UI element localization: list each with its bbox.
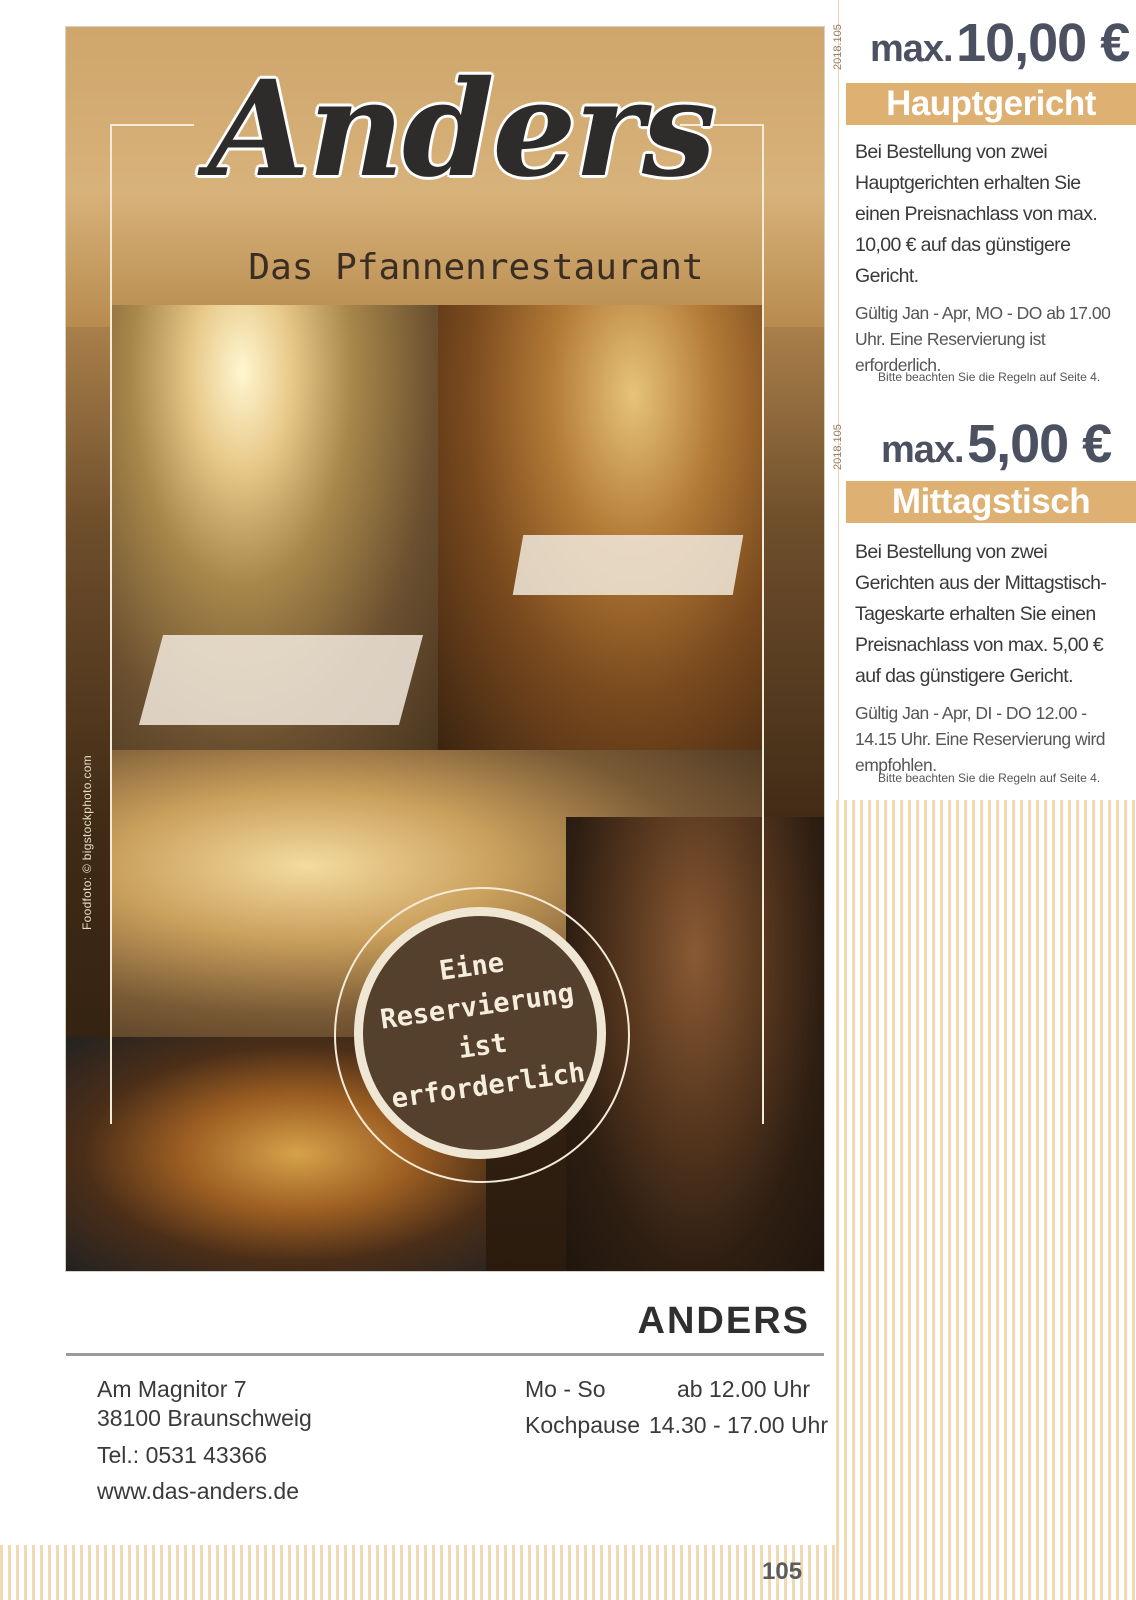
price-prefix: max. <box>870 28 953 70</box>
price-prefix: max. <box>881 429 964 471</box>
badge-line: ist erforderlich <box>389 1027 588 1115</box>
coupon-validity: Gültig Jan - Apr, DI - DO 12.00 - 14.15 Uhr. Eine Reservierung wird empfohlen. <box>855 703 1106 775</box>
right-column-stripes <box>836 800 1136 1600</box>
badge-line: Reservierung <box>378 977 576 1036</box>
coupon-validity: Gültig Jan - Apr, MO - DO ab 17.00 Uhr. Eine Reservierung ist erforderlich. <box>855 303 1111 375</box>
coupon-code: 2018.105 <box>832 424 844 470</box>
badge-line: Eine <box>437 947 506 987</box>
bottom-stripes <box>0 1545 836 1600</box>
tablecloth-shape <box>513 535 744 595</box>
address-line: 38100 Braunschweig <box>97 1405 312 1431</box>
phone-number: Tel.: 0531 43366 <box>97 1442 268 1468</box>
price-value: 10,00 € <box>956 13 1130 73</box>
frame-line <box>110 124 112 1124</box>
frame-line <box>762 124 764 1124</box>
hours-time: 14.30 - 17.00 Uhr <box>649 1412 829 1438</box>
interior-photo-left <box>111 305 438 750</box>
name-underline <box>66 1353 824 1356</box>
hours-days: Mo - So <box>525 1376 606 1402</box>
coupon-description-block <box>855 137 1130 378</box>
photo-credit: Foodfoto: © bigstockphoto.com <box>80 755 94 930</box>
address-line: Am Magnitor 7 <box>97 1376 247 1402</box>
coupon-price <box>870 12 1129 74</box>
interior-photo-right <box>438 305 763 750</box>
coupon-code: 2018.105 <box>832 24 844 70</box>
coupon-description: Bei Bestellung von zwei Hauptgerichten erhalten Sie einen Preisnachlass von max. 10,00 € auf das günstigere Gericht. <box>855 141 1098 287</box>
restaurant-poster <box>66 27 824 1271</box>
coupon-note: Bitte beachten Sie die Regeln auf Seite 4. <box>878 771 1101 785</box>
restaurant-logo: Anders <box>207 52 715 207</box>
restaurant-name: ANDERS <box>637 1300 810 1342</box>
coupon-note: Bitte beachten Sie die Regeln auf Seite 4. <box>878 370 1101 384</box>
price-value: 5,00 € <box>967 414 1112 474</box>
hours-days: Kochpause <box>525 1412 641 1438</box>
page-number: 105 <box>762 1558 803 1585</box>
hours-time: ab 12.00 Uhr <box>677 1376 810 1402</box>
coupon-title-bar: Hauptgericht <box>846 83 1136 125</box>
restaurant-tagline: Das Pfannenrestaurant <box>248 247 704 288</box>
coupon-description-block <box>855 537 1130 778</box>
coupon-description: Bei Bestellung von zwei Gerichten aus der Mittagstisch-Tageskarte erhalten Sie einen Preisnachlass von max. 5,00 € auf das günstigere Gericht. <box>855 541 1107 687</box>
coupon-column-edge <box>838 0 839 800</box>
website-link[interactable]: www.das-anders.de <box>97 1478 299 1504</box>
tablecloth-shape <box>139 635 423 725</box>
coupon-title-bar: Mittagstisch <box>846 481 1136 523</box>
coupon-price <box>881 413 1111 475</box>
